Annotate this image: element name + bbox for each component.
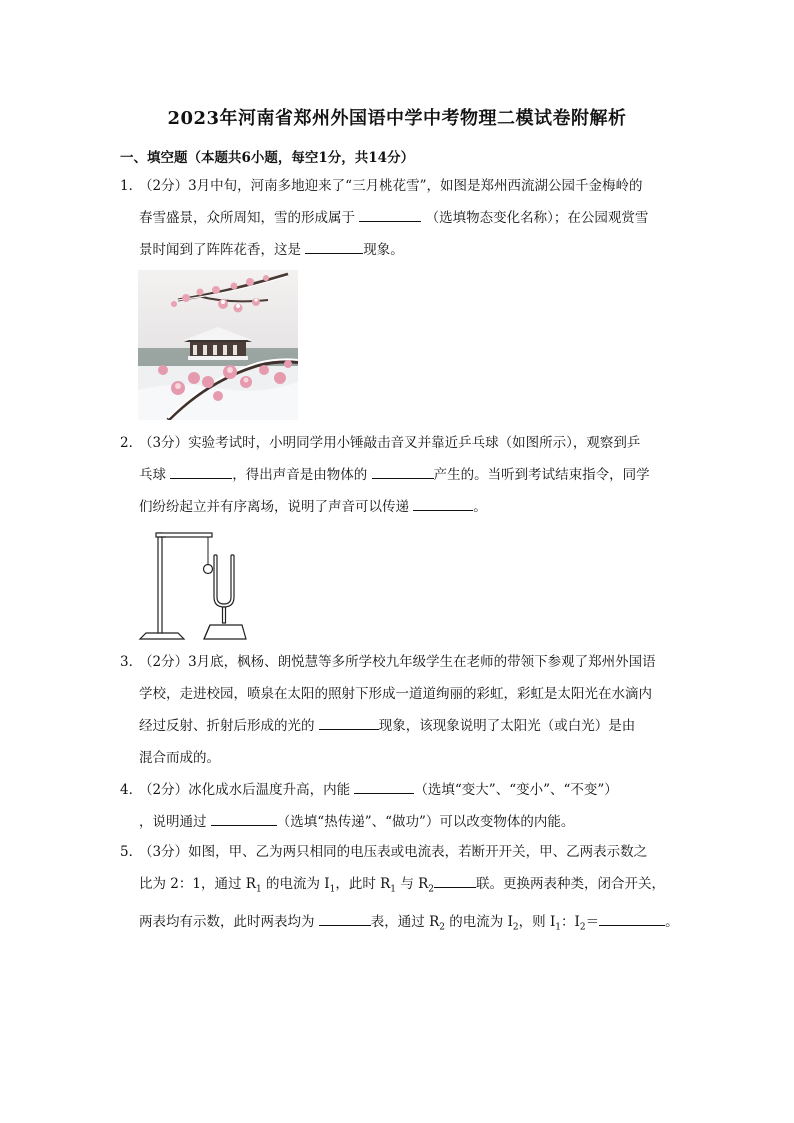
answer-blank[interactable] xyxy=(354,778,414,794)
answer-blank[interactable] xyxy=(319,714,379,730)
answer-blank[interactable] xyxy=(434,872,476,888)
question-text: 们纷纷起立并有序离场，说明了声音可以传递 。 xyxy=(139,491,680,523)
question-4 xyxy=(120,774,680,838)
question-text: 混合而成的。 xyxy=(139,750,220,766)
question-2 xyxy=(120,427,680,523)
answer-blank[interactable] xyxy=(170,463,232,479)
snow-blossom-photo xyxy=(138,270,298,420)
question-number: 1． xyxy=(120,178,143,194)
question-text: 两表均有示数，此时两表均为 表，通过 $R_2$ 的电流为 $I_2$，则 $I_1$：$I_2=$ 。 xyxy=(139,906,680,944)
question-text: 经过反射、折射后形成的光的 现象，该现象说明了太阳光（或白光）是由 xyxy=(139,710,680,742)
answer-blank[interactable] xyxy=(599,910,665,926)
answer-blank[interactable] xyxy=(319,910,371,926)
answer-blank[interactable] xyxy=(211,810,277,826)
page-title: 2023年河南省郑州外国语中学中考物理二模试卷附解析 xyxy=(167,108,627,129)
question-text: （2分）3月中旬，河南多地迎来了“三月桃花雪”，如图是郑州西流湖公园千金梅岭的 xyxy=(139,178,643,194)
question-text: ，说明通过 （选填“热传递”、“做功”）可以改变物体的内能。 xyxy=(139,806,680,838)
question-text: 春雪盛景，众所周知，雪的形成属于 （选填物态变化名称）；在公园观赏雪 xyxy=(139,202,680,234)
question-text: （2分）3月底，枫杨、朗悦慧等多所学校九年级学生在老师的带领下参观了郑州外国语 xyxy=(139,654,656,670)
question-text: 乓球 ，得出声音是由物体的 产生的。当听到考试结束指令，同学 xyxy=(139,459,680,491)
question-text: 比为 2：1，通过 $R_1$ 的电流为 $I_1$，此时 $R_1$ 与 $R_2$ 联。更换两表种类，闭合开关， xyxy=(139,868,680,906)
answer-blank[interactable] xyxy=(305,238,363,254)
answer-blank[interactable] xyxy=(413,495,473,511)
question-text: 学校，走进校园，喷泉在太阳的照射下形成一道道绚丽的彩虹，彩虹是太阳光在水滴内 xyxy=(139,686,652,702)
question-text: （2分）冰化成水后温度升高，内能 （选填“变大”、“变小”、“不变”） xyxy=(139,774,680,806)
question-number: 3． xyxy=(120,654,143,670)
question-text: （3分）如图，甲、乙为两只相同的电压表或电流表，若断开开关，甲、乙两表示数之 xyxy=(139,844,648,860)
section-heading: 一、填空题（本题共6小题，每空1分，共14分） xyxy=(120,150,415,166)
question-number: 4． xyxy=(120,782,143,798)
question-text: 景时闻到了阵阵花香，这是 现象。 xyxy=(139,234,680,266)
question-3 xyxy=(120,646,680,774)
question-text: （3分）实验考试时，小明同学用小锤敲击音叉并靠近乒乓球（如图所示），观察到乒 xyxy=(139,435,641,451)
answer-blank[interactable] xyxy=(359,206,421,222)
question-number: 5． xyxy=(120,844,143,860)
answer-blank[interactable] xyxy=(372,463,434,479)
question-number: 2． xyxy=(120,435,143,451)
tuning-fork-apparatus xyxy=(138,527,248,645)
question-1 xyxy=(120,170,680,266)
question-5 xyxy=(120,836,680,943)
